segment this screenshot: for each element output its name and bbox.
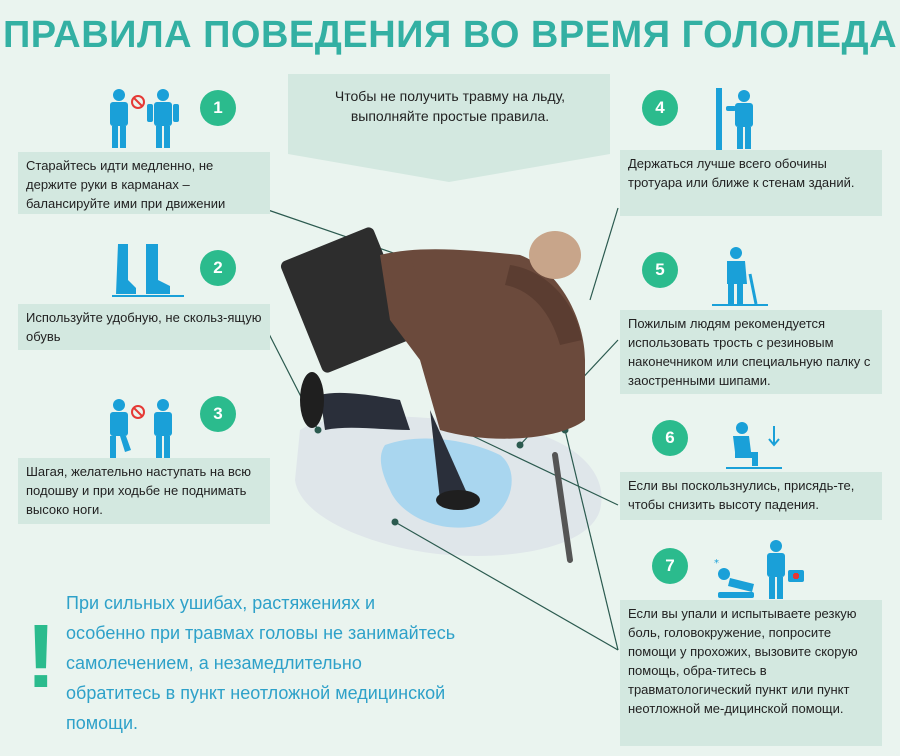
rule-6-text: Если вы поскользнулись, присядь-те, чтобы снизить высоту падения. bbox=[620, 472, 882, 520]
rule-number-4: 4 bbox=[642, 90, 678, 126]
rule-1-text: Старайтесь идти медленно, не держите руки в карманах – балансируйте ими при движении bbox=[18, 152, 270, 214]
page-title: ПРАВИЛА ПОВЕДЕНИЯ ВО ВРЕМЯ ГОЛОЛЕДА bbox=[2, 14, 898, 56]
people-no-hands-in-pockets-icon bbox=[105, 88, 185, 150]
rule-number-7: 7 bbox=[652, 548, 688, 584]
rule-number-6: 6 bbox=[652, 420, 688, 456]
svg-text:*: * bbox=[714, 558, 719, 569]
intro-text: Чтобы не получить травму на льду, выполняйте простые правила. bbox=[334, 88, 566, 124]
fallen-person-helper-icon bbox=[710, 540, 806, 602]
rule-number-2: 2 bbox=[200, 250, 236, 286]
rule-2-text: Используйте удобную, не скольз-ящую обувь bbox=[18, 304, 270, 350]
person-by-wall-icon bbox=[712, 88, 768, 152]
warning-text: При сильных ушибах, растяжениях и особенно при травмах головы не занимайтесь самолечением, а незамедлительно обратитесь в пункт неотложной медицинской помощи. bbox=[66, 593, 456, 733]
rule-3-text: Шагая, желательно наступать на всю подошву и при ходьбе не поднимать высоко ноги. bbox=[18, 458, 270, 524]
elderly-with-cane-icon bbox=[712, 246, 768, 306]
squatting-person-icon bbox=[718, 418, 790, 470]
rule-4-text: Держаться лучше всего обочины тротуара или ближе к стенам зданий. bbox=[620, 150, 882, 216]
rule-number-1: 1 bbox=[200, 90, 236, 126]
rule-number-5: 5 bbox=[642, 252, 678, 288]
warning-exclamation-icon: ! bbox=[26, 607, 56, 707]
boots-icon bbox=[112, 242, 184, 298]
rule-7-text: Если вы упали и испытываете резкую боль, головокружение, попросите помощи у прохожих, вызовите скорую помощь, обра-титесь в травматологический пункт или пункт неотложной ме-дицинской помощи. bbox=[620, 600, 882, 746]
rule-number-3: 3 bbox=[200, 396, 236, 432]
people-walking-icon bbox=[105, 398, 185, 460]
rule-5-text: Пожилым людям рекомендуется использовать трость с резиновым наконечником или специальную палку с заостренными шипами. bbox=[620, 310, 882, 394]
